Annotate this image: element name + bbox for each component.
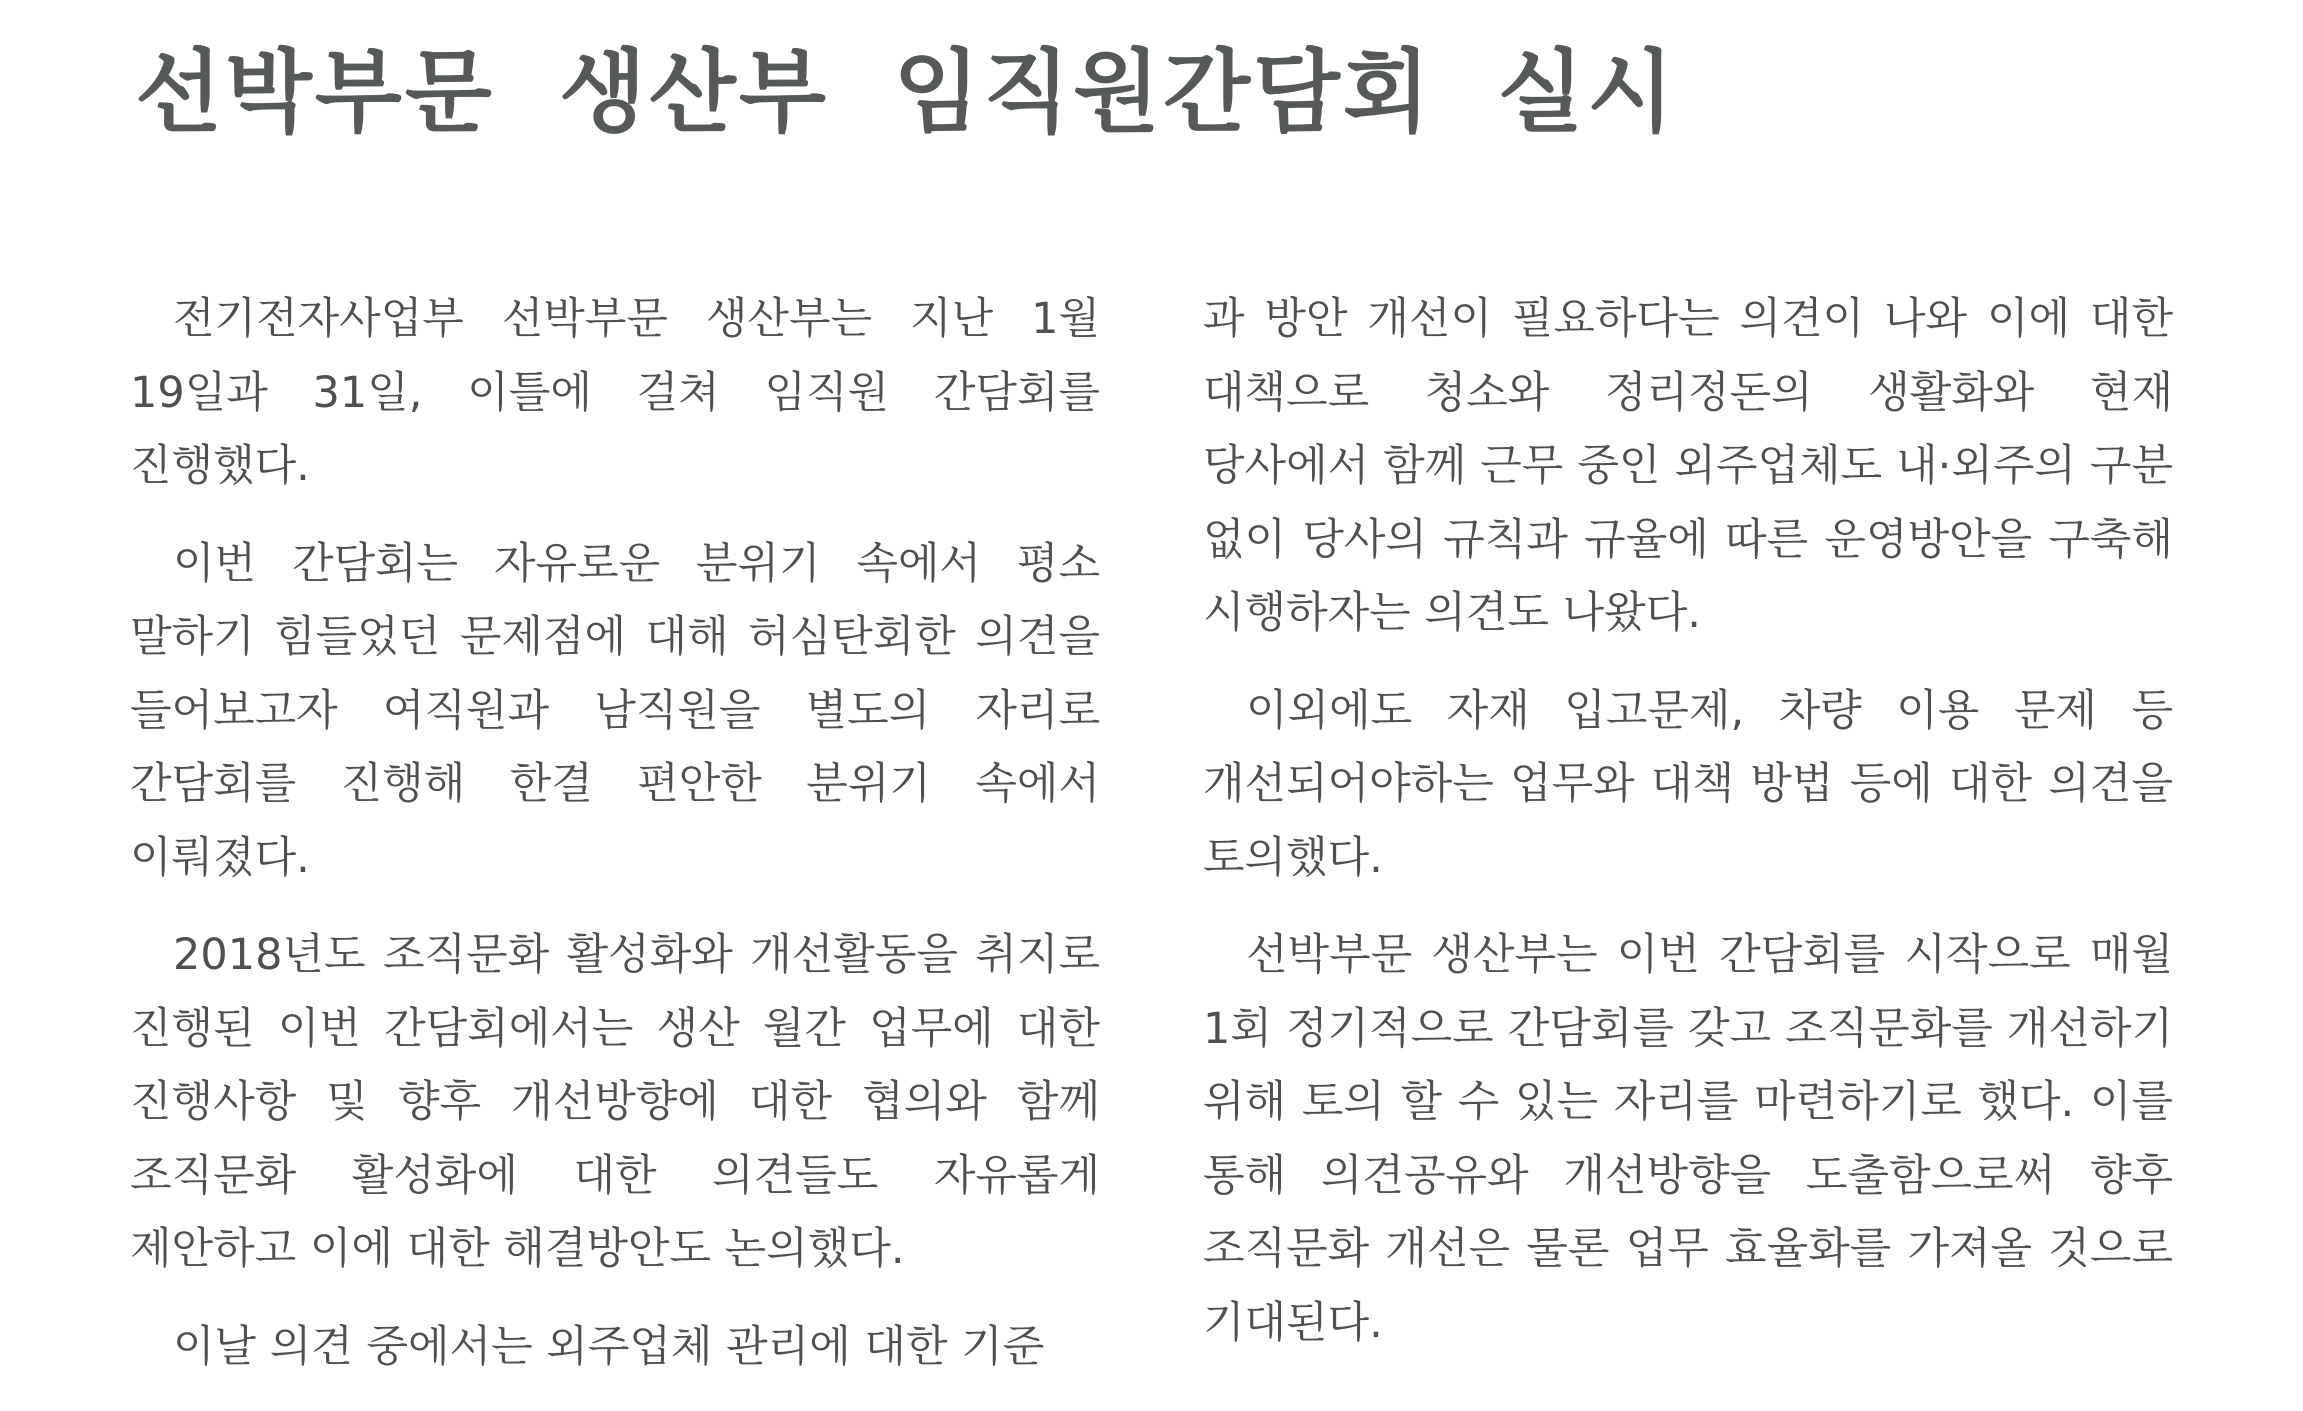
article-title: 선박부문 생산부 임직원간담회 실시 (135, 40, 1678, 145)
paragraph: 2018년도 조직문화 활성화와 개선활동을 취지로 진행된 이번 간담회에서는 생산 월간 업무에 대한 진행사항 및 향후 개선방향에 대한 협의와 함께 조직문화 활성화에 대한 의견들도 자유롭게 제안하고 이에 대한 해결방안도 논의했다. (130, 930, 1100, 1274)
article-column-left (130, 283, 1100, 1408)
paragraph: 선박부문 생산부는 이번 간담회를 시작으로 매월 1회 정기적으로 간담회를 갖고 조직문화를 개선하기 위해 토의 할 수 있는 자리를 마련하기로 했다. 이를 통해 의견공유와 개선방향을 도출함으로써 향후 조직문화 개선은 물론 업무 효율화를 가져올 것으로 기대된다. (1203, 930, 2173, 1348)
paragraph: 이외에도 자재 입고문제, 차량 이용 문제 등 개선되어야하는 업무와 대책 방법 등에 대한 의견을 토의했다. (1203, 685, 2173, 883)
paragraph: 전기전자사업부 선박부문 생산부는 지난 1월 19일과 31일, 이틀에 걸쳐 임직원 간담회를 진행했다. (130, 294, 1100, 491)
paragraph: 이날 의견 중에서는 외주업체 관리에 대한 기준 (173, 1321, 1045, 1372)
article-column-right (1203, 283, 2173, 1384)
paragraph: 이번 간담회는 자유로운 분위기 속에서 평소 말하기 힘들었던 문제점에 대해 허심탄회한 의견을 들어보고자 여직원과 남직원을 별도의 자리로 간담회를 진행해 한결 편안한 분위기 속에서 이뤄졌다. (130, 538, 1100, 883)
paragraph-continued: 과 방안 개선이 필요하다는 의견이 나와 이에 대한 대책으로 청소와 정리정돈의 생활화와 현재 당사에서 함께 근무 중인 외주업체도 내·외주의 구분 없이 당사의 규칙과 규율에 따른 운영방안을 구축해 시행하자는 의견도 나왔다. (1203, 294, 2173, 638)
